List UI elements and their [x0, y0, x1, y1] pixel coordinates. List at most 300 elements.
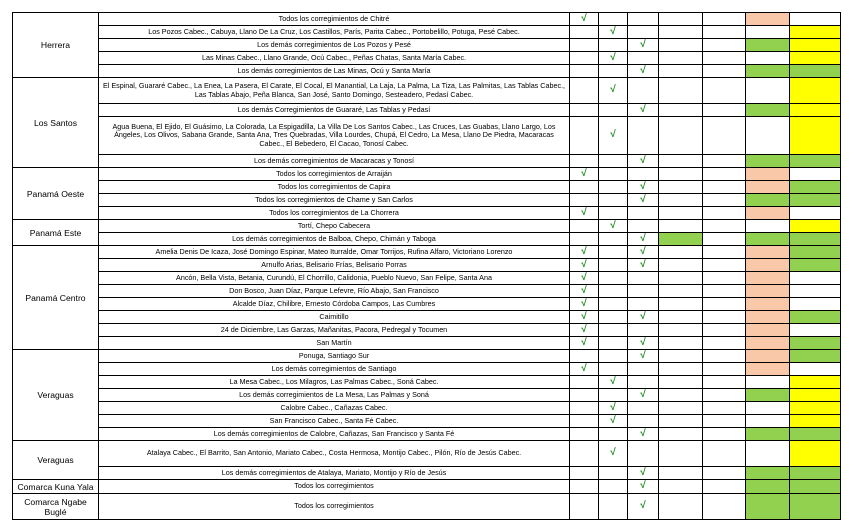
- status-cell-empty: [790, 285, 841, 298]
- status-cell-salmon: [746, 13, 790, 26]
- status-cell-yellow: [790, 39, 841, 52]
- empty-check-cell: [628, 298, 659, 311]
- status-cell-salmon: [746, 168, 790, 181]
- status-cell-empty: [790, 298, 841, 311]
- status-cell-green: [746, 480, 790, 494]
- check-icon: √: [599, 415, 628, 428]
- check-icon: √: [628, 104, 659, 117]
- status-cell-empty: [703, 272, 746, 285]
- corregimiento-description: Ponuga, Santiago Sur: [99, 350, 570, 363]
- corregimiento-description: Los demás corregimientos de Macaracas y Tonosí: [99, 155, 570, 168]
- status-cell-yellow: [790, 26, 841, 39]
- empty-check-cell: [570, 181, 599, 194]
- empty-check-cell: [570, 415, 599, 428]
- status-cell-yellow: [790, 104, 841, 117]
- check-icon: √: [570, 363, 599, 376]
- status-cell-empty: [659, 155, 703, 168]
- status-cell-empty: [703, 467, 746, 480]
- status-cell-empty: [703, 376, 746, 389]
- status-cell-yellow: [790, 389, 841, 402]
- status-cell-empty: [790, 363, 841, 376]
- corregimiento-description: Los demás corregimientos de La Mesa, Las Palmas y Soná: [99, 389, 570, 402]
- empty-check-cell: [599, 39, 628, 52]
- table-row: [13, 168, 841, 181]
- empty-check-cell: [570, 480, 599, 494]
- status-cell-empty: [659, 389, 703, 402]
- empty-check-cell: [570, 441, 599, 467]
- status-cell-empty: [659, 402, 703, 415]
- empty-check-cell: [570, 428, 599, 441]
- corregimiento-description: 24 de Diciembre, Las Garzas, Mañanitas, Pacora, Pedregal y Tocumen: [99, 324, 570, 337]
- status-cell-salmon: [746, 337, 790, 350]
- check-icon: √: [599, 402, 628, 415]
- status-cell-salmon: [746, 298, 790, 311]
- status-cell-green: [790, 480, 841, 494]
- status-cell-green: [746, 389, 790, 402]
- status-cell-salmon: [746, 363, 790, 376]
- empty-check-cell: [570, 467, 599, 480]
- check-icon: √: [628, 494, 659, 520]
- status-cell-empty: [746, 117, 790, 155]
- empty-check-cell: [570, 194, 599, 207]
- corregimiento-description: Don Bosco, Juan Díaz, Parque Lefevre, Río Abajo, San Francisco: [99, 285, 570, 298]
- empty-check-cell: [599, 207, 628, 220]
- table-row: [13, 337, 841, 350]
- status-cell-empty: [703, 168, 746, 181]
- table-row: [13, 298, 841, 311]
- empty-check-cell: [570, 65, 599, 78]
- corregimiento-description: Arnulfo Arias, Belisario Frías, Belisario Porras: [99, 259, 570, 272]
- region-label: Comarca Kuna Yala: [13, 480, 99, 494]
- status-cell-empty: [659, 350, 703, 363]
- status-cell-empty: [659, 207, 703, 220]
- corregimiento-description: Los demás corregimientos de Balboa, Chepo, Chimán y Taboga: [99, 233, 570, 246]
- status-cell-green: [790, 181, 841, 194]
- empty-check-cell: [628, 324, 659, 337]
- table-row: [13, 467, 841, 480]
- status-cell-empty: [703, 285, 746, 298]
- empty-check-cell: [628, 117, 659, 155]
- status-cell-empty: [659, 168, 703, 181]
- check-icon: √: [599, 441, 628, 467]
- check-icon: √: [628, 467, 659, 480]
- check-icon: √: [570, 298, 599, 311]
- status-cell-empty: [659, 194, 703, 207]
- status-cell-green: [790, 233, 841, 246]
- corregimiento-description: Todos los corregimientos de Chitré: [99, 13, 570, 26]
- corregimiento-description: San Francisco Cabec., Santa Fé Cabec.: [99, 415, 570, 428]
- status-cell-yellow: [790, 441, 841, 467]
- table-row: [13, 26, 841, 39]
- check-icon: √: [628, 311, 659, 324]
- table-row: [13, 402, 841, 415]
- status-cell-empty: [703, 65, 746, 78]
- table-row: [13, 104, 841, 117]
- empty-check-cell: [599, 155, 628, 168]
- status-cell-empty: [703, 26, 746, 39]
- table-row: [13, 428, 841, 441]
- status-cell-green: [746, 39, 790, 52]
- check-icon: √: [570, 246, 599, 259]
- status-cell-empty: [659, 39, 703, 52]
- status-cell-empty: [659, 246, 703, 259]
- status-cell-empty: [659, 26, 703, 39]
- table-row: [13, 480, 841, 494]
- empty-check-cell: [599, 285, 628, 298]
- status-cell-green: [790, 65, 841, 78]
- empty-check-cell: [599, 480, 628, 494]
- status-cell-empty: [659, 376, 703, 389]
- empty-check-cell: [599, 246, 628, 259]
- check-icon: √: [570, 311, 599, 324]
- status-cell-green: [659, 233, 703, 246]
- corregimiento-description: Ancón, Bella Vista, Betania, Curundú, El Chorrillo, Calidonia, Pueblo Nuevo, San Felipe, Santa Ana: [99, 272, 570, 285]
- status-cell-green: [790, 467, 841, 480]
- table-row: [13, 272, 841, 285]
- empty-check-cell: [599, 13, 628, 26]
- region-label: Herrera: [13, 13, 99, 78]
- corregimiento-description: Todos los corregimientos de Arraiján: [99, 168, 570, 181]
- status-cell-empty: [659, 78, 703, 104]
- corregimiento-description: Atalaya Cabec., El Barrito, San Antonio, Mariato Cabec., Costa Hermosa, Montijo Cabec., Pilón, Río de Jesús Cabec.: [99, 441, 570, 467]
- status-cell-green: [746, 104, 790, 117]
- table-row: [13, 415, 841, 428]
- empty-check-cell: [599, 168, 628, 181]
- status-cell-empty: [703, 363, 746, 376]
- check-icon: √: [628, 233, 659, 246]
- empty-check-cell: [599, 389, 628, 402]
- corregimiento-description: Los demás Corregimientos de Guararé, Las Tablas y Pedasí: [99, 104, 570, 117]
- empty-check-cell: [599, 337, 628, 350]
- check-icon: √: [628, 181, 659, 194]
- status-cell-empty: [659, 363, 703, 376]
- status-cell-empty: [659, 52, 703, 65]
- table-row: [13, 246, 841, 259]
- region-label: Comarca Ngabe Buglé: [13, 494, 99, 520]
- region-label: Panamá Centro: [13, 246, 99, 350]
- status-cell-yellow: [790, 220, 841, 233]
- empty-check-cell: [599, 181, 628, 194]
- status-cell-yellow: [790, 376, 841, 389]
- empty-check-cell: [628, 220, 659, 233]
- empty-check-cell: [628, 168, 659, 181]
- empty-check-cell: [628, 376, 659, 389]
- status-cell-empty: [703, 181, 746, 194]
- table-row: [13, 389, 841, 402]
- empty-check-cell: [628, 363, 659, 376]
- status-cell-salmon: [746, 272, 790, 285]
- status-cell-empty: [659, 428, 703, 441]
- corregimiento-description: Agua Buena, El Ejido, El Guásimo, La Colorada, La Espigadilla, La Villa De Los Santos Cabec., Las Cruces, Las Guabas, Llano Largo, Los Ángeles, Los Olivos, Sabana Grande, Santa Ana, Tres Quebradas, Villa Lourdes, Chupá, El Cedro, La Mesa, Llano De Piedra, Macaracas Cabec., El Bebedero, El Cacao, Tonosí Cabec.: [99, 117, 570, 155]
- status-cell-yellow: [790, 415, 841, 428]
- status-cell-salmon: [746, 207, 790, 220]
- corregimiento-description: Los Pozos Cabec., Cabuya, Llano De La Cruz, Los Castillos, París, Parita Cabec., Portobelillo, Potuga, Pesé Cabec.: [99, 26, 570, 39]
- empty-check-cell: [628, 26, 659, 39]
- empty-check-cell: [599, 65, 628, 78]
- status-cell-empty: [746, 402, 790, 415]
- status-cell-empty: [659, 415, 703, 428]
- status-cell-green: [790, 155, 841, 168]
- status-cell-green: [790, 337, 841, 350]
- table-row: [13, 441, 841, 467]
- table-row: [13, 78, 841, 104]
- status-cell-salmon: [746, 350, 790, 363]
- status-cell-empty: [790, 13, 841, 26]
- status-cell-empty: [659, 467, 703, 480]
- corregimiento-description: Las Minas Cabec., Llano Grande, Ocú Cabec., Peñas Chatas, Santa María Cabec.: [99, 52, 570, 65]
- status-cell-yellow: [790, 117, 841, 155]
- empty-check-cell: [599, 467, 628, 480]
- table-row: [13, 285, 841, 298]
- empty-check-cell: [570, 26, 599, 39]
- corregimiento-description: Los demás corregimientos de Las Minas, Ocú y Santa María: [99, 65, 570, 78]
- table-row: [13, 52, 841, 65]
- empty-check-cell: [628, 285, 659, 298]
- status-cell-green: [746, 155, 790, 168]
- status-cell-green: [790, 246, 841, 259]
- status-cell-empty: [703, 246, 746, 259]
- empty-check-cell: [599, 272, 628, 285]
- table-row: [13, 207, 841, 220]
- check-icon: √: [628, 39, 659, 52]
- empty-check-cell: [599, 233, 628, 246]
- status-cell-empty: [790, 207, 841, 220]
- status-cell-empty: [703, 220, 746, 233]
- status-cell-salmon: [746, 285, 790, 298]
- check-icon: √: [628, 246, 659, 259]
- corregimiento-description: Los demás corregimientos de Los Pozos y Pesé: [99, 39, 570, 52]
- table-row: [13, 363, 841, 376]
- status-cell-empty: [659, 272, 703, 285]
- table-body: [13, 13, 841, 520]
- status-cell-empty: [703, 52, 746, 65]
- status-cell-empty: [746, 220, 790, 233]
- corregimiento-description: El Espinal, Guararé Cabec., La Enea, La Pasera, El Carate, El Cocal, El Manantial, La Laja, La Palma, La Tiza, Las Palmitas, Las Tablas Cabec., Las Tablas Abajo, Peña Blanca, San José, Santo Domingo, Sesteadero, Pedasí Cabec.: [99, 78, 570, 104]
- status-cell-empty: [659, 441, 703, 467]
- empty-check-cell: [599, 324, 628, 337]
- corregimiento-description: Todos los corregimientos de Chame y San Carlos: [99, 194, 570, 207]
- empty-check-cell: [599, 194, 628, 207]
- table-row: [13, 350, 841, 363]
- check-icon: √: [628, 259, 659, 272]
- status-cell-empty: [703, 298, 746, 311]
- check-icon: √: [570, 337, 599, 350]
- corregimientos-table: [12, 12, 840, 517]
- empty-check-cell: [628, 13, 659, 26]
- empty-check-cell: [570, 104, 599, 117]
- status-cell-green: [746, 194, 790, 207]
- status-cell-empty: [703, 104, 746, 117]
- status-cell-empty: [659, 117, 703, 155]
- table-row: [13, 324, 841, 337]
- status-cell-empty: [659, 285, 703, 298]
- check-icon: √: [570, 285, 599, 298]
- status-cell-salmon: [746, 246, 790, 259]
- status-cell-green: [746, 467, 790, 480]
- region-label: Los Santos: [13, 78, 99, 168]
- status-cell-salmon: [746, 181, 790, 194]
- empty-check-cell: [628, 272, 659, 285]
- check-icon: √: [599, 376, 628, 389]
- corregimiento-description: San Martín: [99, 337, 570, 350]
- check-icon: √: [599, 117, 628, 155]
- status-cell-empty: [659, 311, 703, 324]
- empty-check-cell: [599, 363, 628, 376]
- status-cell-empty: [703, 415, 746, 428]
- corregimiento-description: Todos los corregimientos: [99, 494, 570, 520]
- check-icon: √: [599, 220, 628, 233]
- status-cell-green: [790, 259, 841, 272]
- empty-check-cell: [570, 78, 599, 104]
- empty-check-cell: [570, 233, 599, 246]
- status-cell-empty: [703, 311, 746, 324]
- check-icon: √: [570, 259, 599, 272]
- region-label: Panamá Oeste: [13, 168, 99, 220]
- empty-check-cell: [628, 402, 659, 415]
- status-cell-empty: [703, 233, 746, 246]
- empty-check-cell: [570, 39, 599, 52]
- corregimiento-description: Amelia Denis De Icaza, José Domingo Espinar, Mateo Iturralde, Omar Torrijos, Rufina Alfaro, Victoriano Lorenzo: [99, 246, 570, 259]
- status-cell-empty: [659, 181, 703, 194]
- empty-check-cell: [628, 78, 659, 104]
- empty-check-cell: [570, 220, 599, 233]
- empty-check-cell: [628, 441, 659, 467]
- check-icon: √: [570, 207, 599, 220]
- status-cell-empty: [746, 52, 790, 65]
- status-cell-empty: [703, 259, 746, 272]
- status-cell-green: [790, 194, 841, 207]
- empty-check-cell: [599, 311, 628, 324]
- corregimiento-description: Todos los corregimientos: [99, 480, 570, 494]
- corregimiento-description: La Mesa Cabec., Los Milagros, Las Palmas Cabec., Soná Cabec.: [99, 376, 570, 389]
- corregimiento-description: Alcalde Díaz, Chilibre, Ernesto Córdoba Campos, Las Cumbres: [99, 298, 570, 311]
- check-icon: √: [599, 52, 628, 65]
- status-cell-empty: [703, 480, 746, 494]
- status-cell-empty: [703, 117, 746, 155]
- corregimiento-description: Los demás corregimientos de Santiago: [99, 363, 570, 376]
- status-cell-salmon: [746, 311, 790, 324]
- status-cell-empty: [790, 168, 841, 181]
- status-cell-empty: [659, 259, 703, 272]
- status-cell-green: [746, 65, 790, 78]
- status-cell-green: [790, 311, 841, 324]
- status-cell-yellow: [790, 78, 841, 104]
- table-row: [13, 155, 841, 168]
- check-icon: √: [570, 272, 599, 285]
- empty-check-cell: [599, 428, 628, 441]
- empty-check-cell: [599, 298, 628, 311]
- status-cell-empty: [703, 39, 746, 52]
- empty-check-cell: [599, 259, 628, 272]
- empty-check-cell: [599, 104, 628, 117]
- status-cell-empty: [790, 324, 841, 337]
- table-row: [13, 233, 841, 246]
- table-row: [13, 220, 841, 233]
- empty-check-cell: [628, 415, 659, 428]
- status-cell-empty: [703, 207, 746, 220]
- status-cell-yellow: [790, 52, 841, 65]
- table-row: [13, 65, 841, 78]
- table-row: [13, 311, 841, 324]
- status-cell-yellow: [790, 402, 841, 415]
- empty-check-cell: [570, 376, 599, 389]
- empty-check-cell: [570, 155, 599, 168]
- status-cell-green: [790, 428, 841, 441]
- status-cell-empty: [659, 337, 703, 350]
- status-cell-green: [746, 428, 790, 441]
- status-cell-empty: [659, 480, 703, 494]
- status-cell-empty: [703, 155, 746, 168]
- region-label: Veraguas: [13, 350, 99, 441]
- empty-check-cell: [570, 402, 599, 415]
- status-cell-empty: [703, 337, 746, 350]
- check-icon: √: [628, 389, 659, 402]
- empty-check-cell: [570, 117, 599, 155]
- status-cell-green: [746, 233, 790, 246]
- table-row: [13, 259, 841, 272]
- status-cell-empty: [703, 324, 746, 337]
- region-label: Veraguas: [13, 441, 99, 480]
- status-cell-empty: [659, 298, 703, 311]
- status-cell-salmon: [746, 324, 790, 337]
- table-row: [13, 39, 841, 52]
- table-row: [13, 194, 841, 207]
- table-row: [13, 13, 841, 26]
- status-cell-green: [790, 350, 841, 363]
- empty-check-cell: [570, 350, 599, 363]
- status-cell-empty: [659, 220, 703, 233]
- check-icon: √: [628, 350, 659, 363]
- table-row: [13, 376, 841, 389]
- status-cell-empty: [703, 350, 746, 363]
- empty-check-cell: [628, 207, 659, 220]
- corregimiento-description: Calobre Cabec., Cañazas Cabec.: [99, 402, 570, 415]
- status-cell-empty: [746, 415, 790, 428]
- empty-check-cell: [628, 52, 659, 65]
- corregimiento-description: Los demás corregimientos de Atalaya, Mariato, Montijo y Río de Jesús: [99, 467, 570, 480]
- empty-check-cell: [570, 52, 599, 65]
- status-cell-empty: [703, 194, 746, 207]
- check-icon: √: [628, 480, 659, 494]
- status-cell-empty: [790, 272, 841, 285]
- status-cell-empty: [703, 402, 746, 415]
- corregimiento-description: Los demás corregimientos de Calobre, Cañazas, San Francisco y Santa Fé: [99, 428, 570, 441]
- check-icon: √: [599, 26, 628, 39]
- status-cell-empty: [703, 389, 746, 402]
- status-cell-empty: [659, 65, 703, 78]
- table-row: [13, 117, 841, 155]
- check-icon: √: [628, 65, 659, 78]
- region-label: Panamá Este: [13, 220, 99, 246]
- status-cell-empty: [659, 104, 703, 117]
- corregimiento-description: Todos los corregimientos de La Chorrera: [99, 207, 570, 220]
- corregimiento-description: Caimitillo: [99, 311, 570, 324]
- status-cell-empty: [746, 78, 790, 104]
- check-icon: √: [628, 155, 659, 168]
- status-cell-empty: [703, 13, 746, 26]
- check-icon: √: [628, 337, 659, 350]
- check-icon: √: [628, 428, 659, 441]
- check-icon: √: [570, 324, 599, 337]
- status-cell-empty: [703, 428, 746, 441]
- corregimiento-description: Tortí, Chepo Cabecera: [99, 220, 570, 233]
- status-cell-empty: [746, 26, 790, 39]
- empty-check-cell: [570, 389, 599, 402]
- check-icon: √: [570, 168, 599, 181]
- status-cell-empty: [746, 441, 790, 467]
- status-cell-empty: [746, 376, 790, 389]
- check-icon: √: [628, 194, 659, 207]
